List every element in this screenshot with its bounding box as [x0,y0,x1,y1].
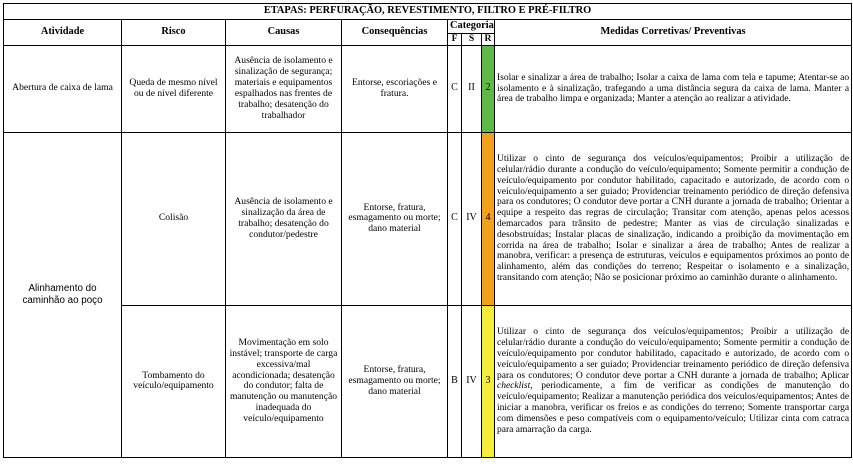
cell-consequencias: Entorse, fratura, esmagamento ou morte; dano material [342,305,448,457]
cell-cat-f: B [448,305,462,457]
cell-cat-r: 4 [482,132,495,305]
cell-consequencias: Entorse, escoriações e fratura. [342,45,448,132]
table-row [4,305,852,457]
medidas-text-a: Utilizar o cinto de segurança dos veículos/equipamentos; Proibir a utilização de celular/rádio durante a condução do veículo/equipamento; Somente permitir a condução de veículo/equipamento por condutor habilitado, capacitado e autorizado, de acordo com o veículo/equipamento a ser guiado; Providenciar treinamento periódico de direção defensiva para os condutores; O condutor deve portar a CNH durante a jornada de trabalho; Aplicar [497,327,850,381]
header-causas: Causas [226,20,342,46]
medidas-text-italic: checklist [497,381,531,392]
cell-causas: Ausência de isolamento e sinalização da área de trabalho; desatenção do condutor/pedestre [226,132,342,305]
header-cat-f: F [448,34,462,46]
cell-cat-s: IV [462,132,482,305]
header-cat-r: R [482,34,495,46]
cell-cat-f: C [448,132,462,305]
cell-cat-r: 2 [482,45,495,132]
cell-cat-s: II [462,45,482,132]
cell-consequencias: Entorse, fratura, esmagamento ou morte; dano material [342,132,448,305]
header-risco: Risco [122,20,226,46]
header-cat-s: S [462,34,482,46]
cell-causas: Movimentação em solo instável; transporte de carga excessiva/mal acondicionada; desatenção do condutor; falta de manutenção ou manutenção inadequada do veículo/equipamento [226,305,342,457]
cell-causas: Ausência de isolamento e sinalização de segurança; materiais e equipamentos espalhados nas frentes de trabalho; desatenção do trabalhador [226,45,342,132]
cell-risco: Queda de mesmo nível ou de nível diferente [122,45,226,132]
table-row [4,45,852,132]
table-title: ETAPAS: PERFURAÇÃO, REVESTIMENTO, FILTRO E PRÉ-FILTRO [4,4,852,20]
cell-risco: Colisão [122,132,226,305]
cell-medidas: Utilizar o cinto de segurança dos veículos/equipamentos; Proibir a utilização de celular/rádio durante a condução do veículo/equipamento; Somente permitir a condução de veículo/equipamento por condutor habilitado, capacitado e autorizado, de acordo com o veículo/equipamento a ser guiado; Providenciar treinamento periódico de direção defensiva para os condutores; O condutor deve portar a CNH durante a jornada de trabalho; Orientar a equipe a respeito das regras de circulação; Transitar com atenção, apenas pelos acessos demarcados para trânsito de pedestre; Manter as vias de circulação sinalizadas e desobstruídas; Instalar placas de sinalização, indicando a proibição da movimentação em corrida na área de trabalho; Isolar e sinalizar a área de trabalho; Antes de realizar a manobra, verificar: a presença de estruturas, veículos e equipamentos próximos ao ponto de alinhamento, além das condições do terreno; Respeitar o isolamento e a sinalização, transitando com atenção; Não se posicionar próximo ao caminhão durante o alinhamento. [495,132,852,305]
cell-atividade: Abertura de caixa de lama [4,45,122,132]
cell-medidas [495,305,852,457]
header-medidas: Medidas Corretivas/ Preventivas [495,20,852,46]
header-atividade: Atividade [4,20,122,46]
cell-cat-r: 3 [482,305,495,457]
table-row [4,132,852,305]
cell-atividade: Alinhamento do caminhão ao poço [4,132,122,457]
cell-cat-f: C [448,45,462,132]
risk-assessment-table [3,3,852,458]
cell-medidas: Isolar e sinalizar a área de trabalho; Isolar a caixa de lama com tela e tapume; Atentar-se ao isolamento e à sinalização, trafegando a uma distância segura da caixa de lama. Manter a área de trabalho limpa e organizada; Manter a atenção ao realizar a atividade. [495,45,852,132]
medidas-text-b: , periodicamente, a fim de verificar as condições de manutenção do veículo/equipamento; Realizar a manutenção periódica dos veículos/equipamentos; Antes de iniciar a manobra, verificar os freios e as condições do terreno; Somente transportar carga com dimensões e peso compatíveis com o equipamento/veículo; Utilizar cinta com catraca para amarração da carga. [497,381,850,435]
header-categoria: Categoria [448,20,495,34]
header-consequencias: Consequências [342,20,448,46]
cell-cat-s: IV [462,305,482,457]
cell-risco: Tombamento do veículo/equipamento [122,305,226,457]
